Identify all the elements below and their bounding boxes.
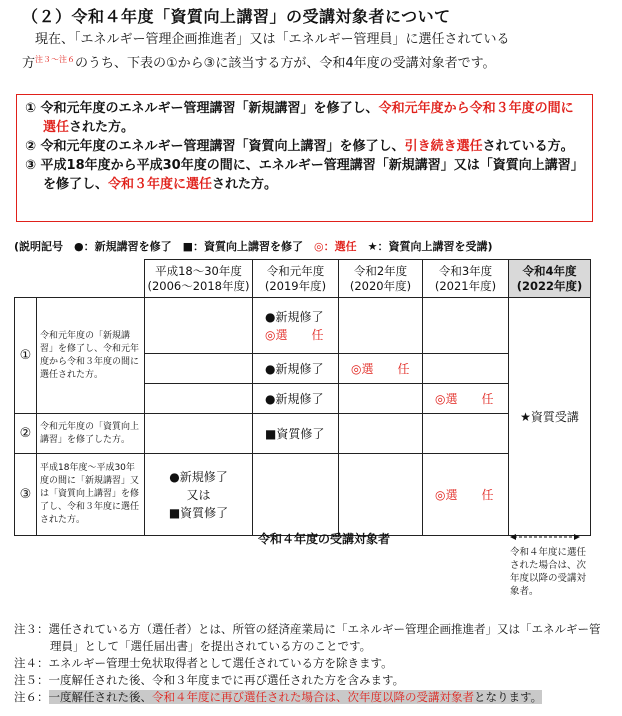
cell-quality-done: ■資質修了 [253,414,339,454]
cell-h-new-or-quality: ●新規修了 又は ■資質修了 [145,454,253,536]
header-h18-30: 平成18～30年度 (2006～2018年度) [145,260,253,298]
header-r3: 令和3年度 (2021年度) [423,260,509,298]
criteria-box [16,94,593,222]
row-desc-2: 令和元年度の「資質向上講習」を修了した方。 [37,414,145,454]
row-desc-3: 平成18年度～平成30年度の間に「新規講習」又は「資質向上講習」を修了し、令和３年度に選任された方。 [37,454,145,536]
page-title: （２）令和４年度「資質向上講習」の受講対象者について [22,7,451,26]
note-5: 注５：一度解任された後、令和３年度までに再び選任された方を含みます。 [14,673,405,687]
note-4: 注４：エネルギー管理士免状取得者として選任されている方を除きます。 [14,656,393,670]
note-reference: 注３～注６ [35,55,76,64]
row-label-3: ③ [15,454,37,536]
cell-r3-selected: ◎選 任 [423,384,509,414]
header-r1: 令和元年度 (2019年度) [253,260,339,298]
cell-r3-selected-b: ◎選 任 [423,454,509,536]
eligibility-table [14,259,591,536]
cell-quality-attend: ★資質受講 [509,298,591,536]
notes [14,621,610,706]
note-6: 注６：一度解任された後、令和４年度に再び選任された場合は、次年度以降の受講対象者となります。 [14,690,543,704]
intro-text: 現在、「エネルギー管理企画推進者」又は「エネルギー管理員」に選任されている 方$^{注3\sim 注6}$のうち、下表の①から③に該当する方が、令和4年度の受講対象者です。 [22,32,510,71]
header-r4: 令和4年度 (2022年度) [509,260,591,298]
note-3: 注３：選任されている方（選任者）とは、所管の経済産業局に「エネルギー管理企画推進者」又は「エネルギー管理員」として「選任届出書」を提出されている方のことです。 [14,622,601,653]
criteria-item-3: ③ 平成18年度から平成30年度の間に、エネルギー管理講習「新規講習」又は「資質向上講習」を修了し、令和３年度に選任された方。 [25,158,584,192]
cell-r1-new-b: ●新規修了 [253,384,339,414]
legend: (説明記号 ●：新規講習を修了 ■：資質向上講習を修了 ◎：選任 ★：資質向上講習を受講) [14,240,493,253]
criteria-item-2: ② 令和元年度のエネルギー管理講習「資質向上講習」を修了し、引き続き選任されている方。 [25,139,574,154]
cell-r1-new: ●新規修了 [253,354,339,384]
cell-r1-new-selected: ●新規修了 ◎選 任 [253,298,339,354]
cell-r2-selected: ◎選 任 [339,354,423,384]
row-label-2: ② [15,414,37,454]
double-arrow-icon [510,532,580,542]
row-desc-1: 令和元年度の「新規講習」を修了し、令和元年度から令和３年度の間に選任された方。 [37,298,145,414]
side-note: 令和４年度に選任された場合は、次年度以降の受講対象者。 [510,547,587,597]
target-label: 令和４年度の受講対象者 [258,532,391,546]
header-r2: 令和2年度 (2020年度) [339,260,423,298]
criteria-item-1: ① 令和元年度のエネルギー管理講習「新規講習」を修了し、令和元年度から令和３年度の間に選任された方。 [25,101,574,135]
row-label-1: ① [15,298,37,414]
